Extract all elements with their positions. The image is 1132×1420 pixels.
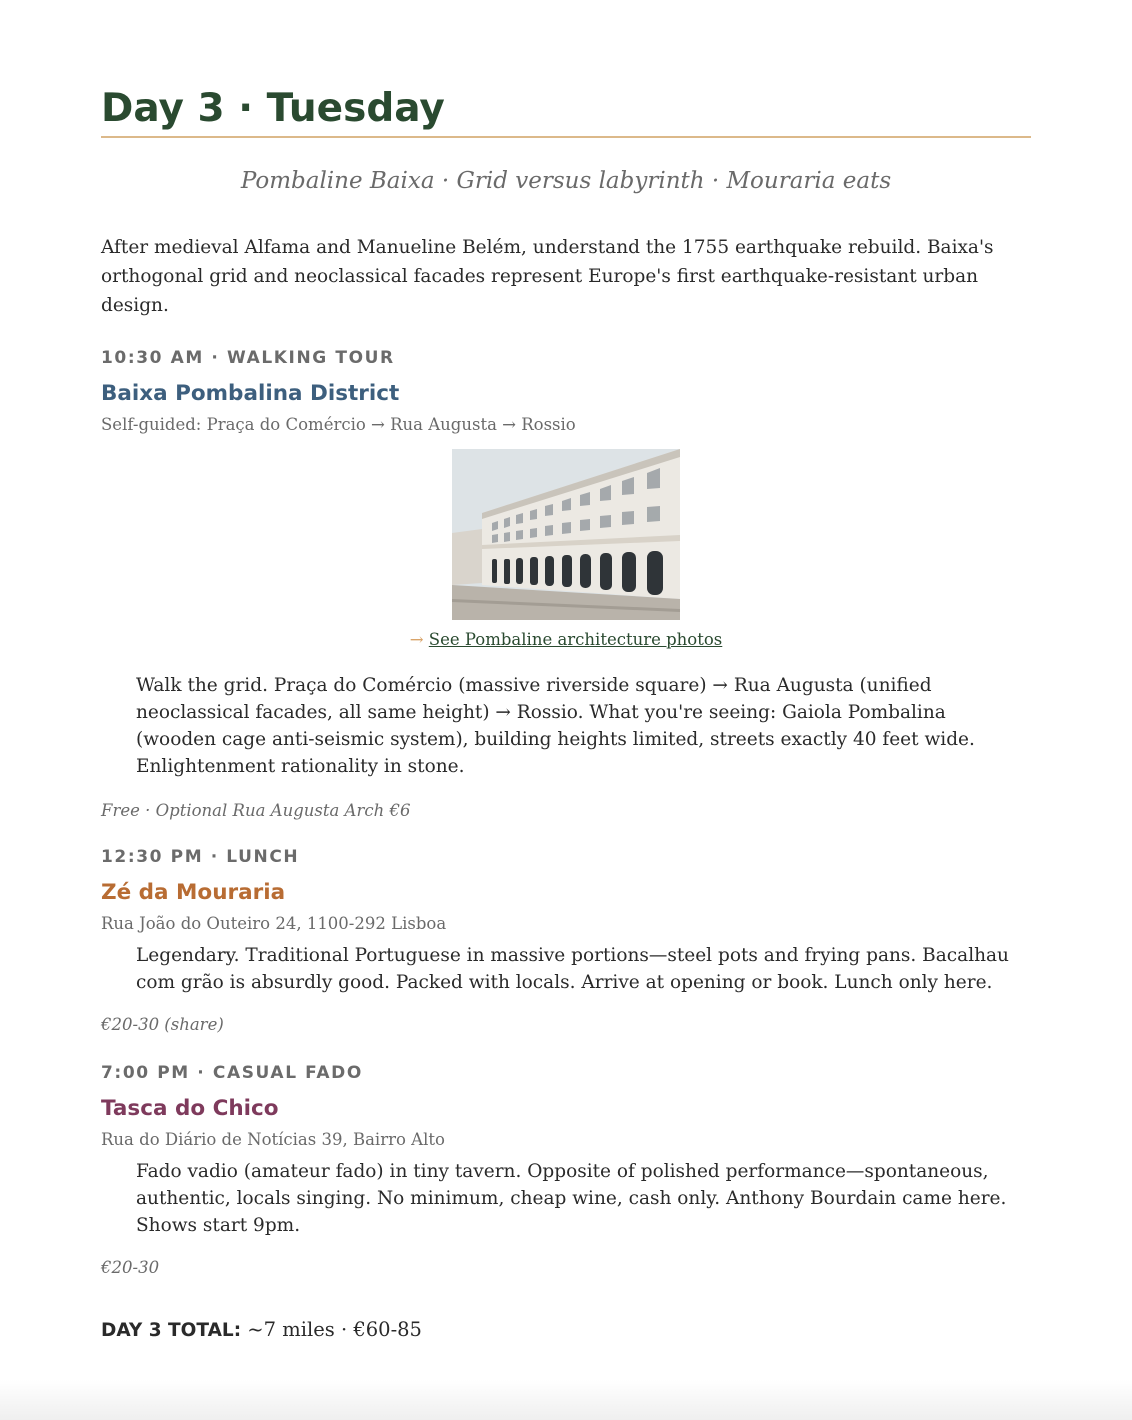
event-title: Tasca do Chico (101, 1096, 279, 1121)
day-total (101, 1316, 1031, 1345)
event-address: Rua do Diário de Notícias 39, Bairro Alto (101, 1130, 445, 1149)
event-address: Rua João do Outeiro 24, 1100-292 Lisboa (101, 914, 447, 933)
photo-block (101, 449, 1031, 652)
event-time: 10:30 AM · WALKING TOUR (101, 348, 395, 368)
pombaline-building-photo (452, 449, 680, 620)
itinerary-page (101, 84, 1031, 1345)
event-time: 12:30 PM · LUNCH (101, 847, 300, 867)
page-title: Day 3 · Tuesday (101, 84, 1031, 138)
event-description: Legendary. Traditional Portuguese in massive portions—steel pots and frying pans. Bacalhau com grão is absurdly good. Packed with locals. Arrive at opening or book. Lunch only here. (136, 945, 1009, 993)
event-cost: €20-30 (share) (101, 1015, 224, 1034)
event-description: Walk the grid. Praça do Comércio (massive riverside square) → Rua Augusta (unified neoclassical facades, all same height) → Rossio. What you're seeing: Gaiola Pombalina (wooden cage anti-seismic system), building heights limited, streets exactly 40 feet wide. Enlightenment rationality in stone. (136, 675, 975, 777)
day-total-value: ~7 miles · €60-85 (247, 1318, 422, 1341)
arrow-right-icon: → (409, 630, 424, 649)
day-intro: After medieval Alfama and Manueline Belém, understand the 1755 earthquake rebuild. Baixa's orthogonal grid and neoclassical facades represent Europe's first earthquake-resistant urban design. (101, 237, 994, 316)
event-cost: Free · Optional Rua Augusta Arch €6 (101, 801, 411, 820)
event-time: 7:00 PM · CASUAL FADO (101, 1063, 363, 1083)
page-bottom-shadow (0, 1380, 1132, 1420)
day-total-label: DAY 3 TOTAL: (101, 1320, 242, 1341)
event-description: Fado vadio (amateur fado) in tiny tavern. Opposite of polished performance—spontaneous, authentic, locals singing. No minimum, cheap wine, cash only. Anthony Bourdain came here. Shows start 9pm. (136, 1161, 1007, 1236)
architecture-photos-link[interactable]: See Pombaline architecture photos (428, 630, 723, 649)
event-title: Zé da Mouraria (101, 880, 286, 905)
event-title: Baixa Pombalina District (101, 381, 400, 406)
photo-link-line (101, 628, 1031, 652)
day-subtitle: Pombaline Baixa · Grid versus labyrinth · Mouraria eats (240, 168, 892, 194)
event-cost: €20-30 (101, 1258, 160, 1277)
event-walking-tour (101, 347, 1031, 823)
event-lunch (101, 846, 1031, 1037)
event-casual-fado (101, 1062, 1031, 1280)
event-address: Self-guided: Praça do Comércio → Rua Augusta → Rossio (101, 415, 576, 434)
